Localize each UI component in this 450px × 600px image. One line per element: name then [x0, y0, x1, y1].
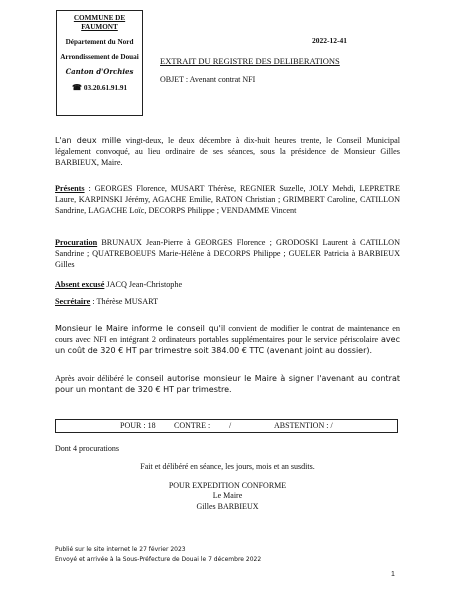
vote-pour: POUR : 18	[120, 421, 156, 430]
telephone-icon: ☎	[71, 82, 82, 92]
vote-contre-value: /	[229, 421, 232, 430]
phone-number: 03.20.61.91.91	[83, 83, 128, 92]
secretaire-paragraph	[55, 297, 400, 308]
commune-name: COMMUNE DE FAUMONT	[73, 14, 126, 31]
procuration-paragraph	[55, 238, 400, 270]
presents-paragraph	[55, 184, 400, 216]
signature-line-2: Le Maire	[212, 491, 243, 501]
intro-rest: vingt-deux, le deux décembre à dix-huit heures trente, le Conseil Municipal légalement convoqué, au lieu ordinaire de ses séances, sous la présidence de Monsieur Gilles BARBIEUX, Maire.	[55, 136, 400, 167]
signature-line-1: POUR EXPEDITION CONFORME	[168, 481, 287, 490]
vote-abstention: ABSTENTION : /	[274, 421, 333, 430]
document-objet: OBJET : Avenant contrat NFI	[160, 75, 256, 84]
arrondissement: Arrondissement de Douai	[60, 53, 139, 61]
departement: Département du Nord	[65, 38, 134, 46]
phone-line	[57, 83, 142, 93]
secretaire-label: Secrétaire	[55, 297, 91, 306]
canton: Canton d'Orchies	[65, 67, 134, 76]
intro-lead: L'an deux mille	[55, 136, 122, 145]
body-paragraph-1	[55, 324, 400, 356]
signature-block	[55, 481, 400, 512]
footer-sent: Envoyé et arrivée à la Sous-Préfecture de Douai le 7 décembre 2022	[55, 555, 262, 563]
procurations-count: Dont 4 procurations	[55, 444, 119, 453]
procuration-label: Procuration	[55, 238, 98, 247]
body1-tail: avec un coût de 320 € HT par trimestre soit 384.00 € TTC (avenant joint au dossier).	[55, 334, 400, 355]
document-title: EXTRAIT DU REGISTRE DES DELIBERATIONS	[160, 56, 340, 66]
body2-tail: conseil autorise monsieur le Maire à signer l'avenant au contrat pour un montant de 320 € HT par trimestre.	[55, 374, 401, 394]
footer-published: Publié sur le site internet le 27 février 2023	[55, 546, 186, 553]
body1-mid: convient de modifier le contrat de maintenance en cours avec NFI en intégrant 2 ordinateurs portables supplémentaires pour le service périscolaire	[55, 324, 400, 344]
vote-box	[55, 419, 398, 433]
closing-line: Fait et délibéré en séance, les jours, mois et an susdits.	[140, 462, 315, 471]
body2-lead: Après avoir délibéré le	[55, 374, 136, 383]
footer	[55, 545, 261, 564]
absent-text: JACQ Jean-Christophe	[104, 280, 183, 289]
page-number: 1	[391, 571, 395, 578]
body1-lead: Monsieur le Maire informe le conseil qu'il	[55, 324, 226, 333]
secretaire-text: : Thérèse MUSART	[90, 297, 159, 306]
procuration-text: BRUNAUX Jean-Pierre à GEORGES Florence ; GRODOSKI Laurent à CATILLON Sandrine ; QUATREBOEUFS Marie-Hélène à DECORPS Philippe ; GUELER Patricia à BARBIEUX Gilles	[55, 238, 400, 269]
commune-header-box	[56, 10, 143, 116]
absent-label: Absent excusé	[55, 280, 105, 289]
presents-label: Présents	[55, 184, 85, 193]
body-paragraph-2	[55, 374, 400, 396]
intro-paragraph	[55, 136, 400, 168]
vote-contre-label: CONTRE :	[174, 421, 211, 430]
presents-text: : GEORGES Florence, MUSART Thérèse, REGNIER Suzelle, JOLY Mehdi, LEPRETRE Laure, KARPINSKI Jérémy, AGACHE Emilie, RATON Christian ; GRIMBERT Caroline, CATILLON Sandrine, LAGACHE Loïc, DECORPS Philippe ; VENDAMME Vincent	[55, 184, 400, 215]
signature-line-3: Gilles BARBIEUX	[196, 501, 259, 511]
document-date: 2022-12-41	[312, 36, 347, 45]
absent-paragraph	[55, 280, 400, 291]
